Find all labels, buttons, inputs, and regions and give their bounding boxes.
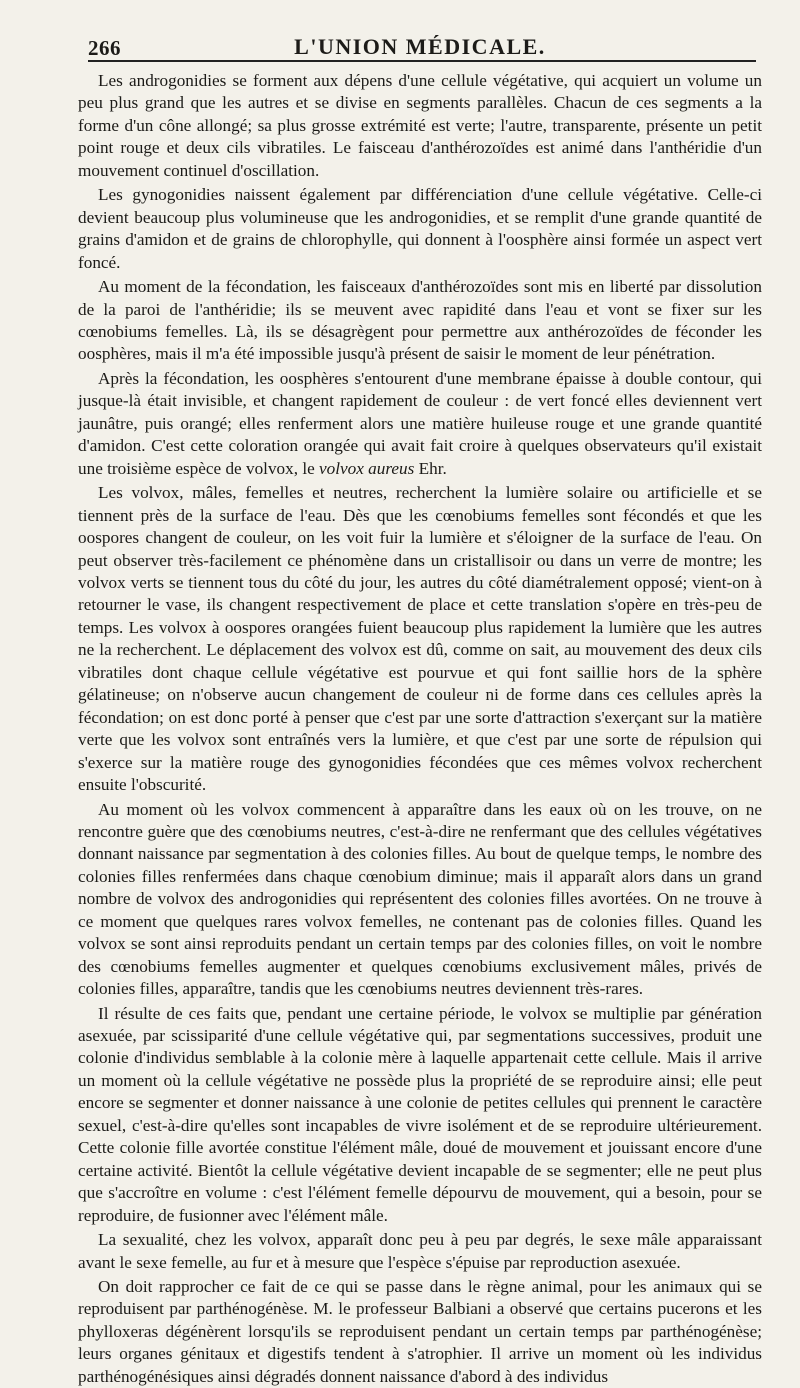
page-header [78, 22, 762, 60]
article-body [78, 70, 762, 1388]
header-rule [88, 60, 756, 62]
paragraph: Les volvox, mâles, femelles et neutres, recherchent la lumière solaire ou artificielle et se tiennent près de la surface de l'eau. Dès que les cœnobiums femelles sont fécondés et que les oospores changent de couleur, on les voit fuir la lumière et s'éloigner de la surface de l'eau. On peut observer très-facilement ce phénomène dans un cristallisoir ou dans un verre de montre; les volvox verts se tiennent tous du côté du jour, les autres du côté diamétralement opposé; vient-on à retourner le vase, ils changent respectivement de place et cette translation s'opère en très-peu de temps. Les volvox à oospores orangées fuient beaucoup plus rapidement la lumière que les autres ne la recherchent. Le déplacement des volvox est dû, comme on sait, au mouvement des deux cils vibratiles dont chaque cellule végétative est pourvue et qui font saillie hors de la sphère gélatineuse; on n'observe aucun changement de couleur ni de forme dans ces cellules après la fécondation; on est donc porté à penser que c'est par une sorte d'attraction s'exerçant sur la matière verte que les volvox sont entraînés vers la lumière, et que c'est par une sorte de répulsion qui s'exerce sur la matière rouge des gynogonidies fécondées que ces mêmes volvox recherchent ensuite l'obscurité. [78, 483, 762, 795]
page-number: 266 [88, 36, 121, 60]
paragraph-text: Après la fécondation, les oosphères s'entourent d'une membrane épaisse à double contour, qui jusque-là était invisible, et changent rapidement de couleur : de vert foncé elles deviennent vert jaunâtre, puis orangé; elles renferment alors une matière huileuse rouge et une grande quantité d'amidon. C'est cette coloration orangée qui avait fait croire à quelques observateurs qu'il existait une troisième espèce de volvox, le [78, 368, 762, 478]
paragraph: Au moment où les volvox commencent à apparaître dans les eaux où on les trouve, on ne rencontre guère que des cœnobiums neutres, c'est-à-dire ne renfermant que des cellules végétatives donnant naissance par segmentation à des colonies filles. Au bout de quelque temps, le nombre des colonies filles renfermées dans chaque cœnobium diminue; mais il apparaît alors dans un grand nombre de volvox des androgonidies qui représentent des colonies filles avortées. On ne trouve à ce moment que quelques rares volvox femelles, ne contenant pas de colonies filles. Quand les volvox se sont ainsi reproduits pendant un certain temps par des colonies filles, on voit le nombre des cœnobiums femelles augmenter et quelques cœnobiums exclusivement mâles, privés de colonies filles, apparaître, tandis que les cœnobiums neutres deviennent très-rares. [78, 799, 762, 999]
paragraph: Au moment de la fécondation, les faisceaux d'anthérozoïdes sont mis en liberté par dissolution de la paroi de l'anthéridie; ils se meuvent avec rapidité dans l'eau et vont se fixer sur les cœnobiums femelles. Là, ils se désagrègent pour permettre aux anthérozoïdes de féconder les oosphères, mais il m'a été impossible jusqu'à présent de saisir le moment de leur pénétration. [78, 277, 762, 364]
species-author: Ehr. [418, 458, 447, 478]
paragraph: La sexualité, chez les volvox, apparaît donc peu à peu par degrés, le sexe mâle apparaissant avant le sexe femelle, au fur et à mesure que l'espèce s'épuise par reproduction asexuée. [78, 1230, 762, 1272]
paragraph: Les androgonidies se forment aux dépens d'une cellule végétative, qui acquiert un volume un peu plus grand que les autres et se divise en segments parallèles. Chacun de ces segments a la forme d'un cône allongé; sa plus grosse extrémité est verte; l'autre, transparente, présente un petit point rouge et deux cils vibratiles. Le faisceau d'anthérozoïdes est animé dans l'anthéridie d'un mouvement continuel d'oscillation. [78, 71, 762, 180]
species-name: volvox aureus [319, 458, 415, 478]
paragraph [78, 368, 762, 480]
running-title: L'UNION MÉDICALE. [294, 34, 546, 59]
paragraph: Il résulte de ces faits que, pendant une certaine période, le volvox se multiplie par génération asexuée, par scissiparité d'une cellule végétative qui, par segmentations successives, produit une colonie d'individus semblable à la colonie mère à laquelle appartenait cette cellule. Mais il arrive un moment où la cellule végétative ne possède plus la propriété de se reproduire ainsi; elle peut encore se segmenter et donner naissance à une colonie de petites cellules qui prennent le caractère sexuel, c'est-à-dire qu'elles sont incapables de vivre isolément et de se reproduire ultérieurement. Cette colonie fille avortée constitue l'élément mâle, doué de mouvement et jouissant encore d'une certaine activité. Bientôt la cellule végétative devient incapable de se segmenter; elle ne peut plus que s'accroître en volume : c'est l'élément femelle dépourvu de mouvement, qui a besoin, pour se reproduire, de fusionner avec l'élément mâle. [78, 1003, 762, 1225]
paragraph: On doit rapprocher ce fait de ce qui se passe dans le règne animal, pour les animaux qui se reproduisent par parthénogénèse. M. le professeur Balbiani a observé que certains pucerons et les phylloxeras dégénèrent lorsqu'ils se reproduisent pendant un certain temps par parthénogénèse; leurs organes génitaux et digestifs tendent à s'atrophier. Il arrive un moment où les individus parthénogénésiques ainsi dégradés donnent naissance d'abord à des individus [78, 1277, 762, 1386]
paragraph: Les gynogonidies naissent également par différenciation d'une cellule végétative. Celle-ci devient beaucoup plus volumineuse que les androgonidies, et se remplit d'une grande quantité de grains d'amidon et de grains de chlorophylle, qui donnent à l'oosphère ainsi formée un aspect vert foncé. [78, 185, 762, 272]
